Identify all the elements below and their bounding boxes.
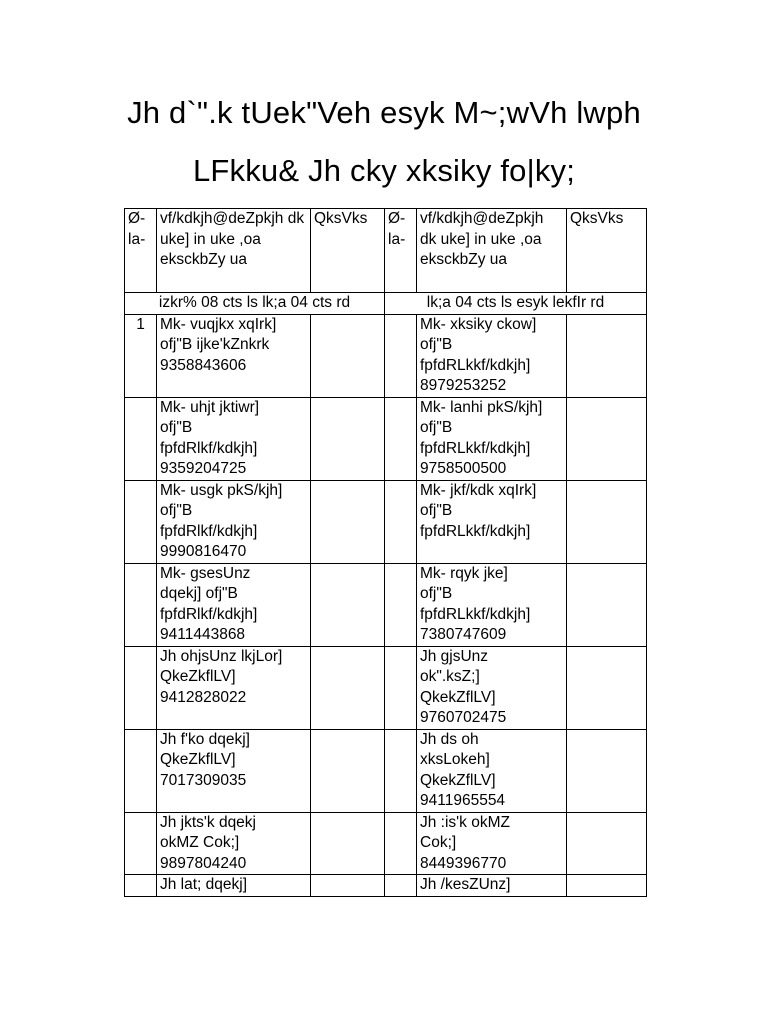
photo-cell-left bbox=[311, 314, 385, 397]
officer-name-left bbox=[157, 875, 311, 897]
officer-line: ofj"B bbox=[420, 502, 453, 519]
officer-line: Mk- usgk pkS/kjh] bbox=[160, 481, 283, 499]
officer-line: okMZ Cok;] bbox=[160, 834, 240, 851]
table-row bbox=[125, 397, 647, 480]
serial-number-right bbox=[385, 397, 417, 480]
officer-line: ofj"B bbox=[160, 419, 193, 436]
officer-line: QkekZflLV] bbox=[420, 771, 496, 789]
officer-line: 7017309035 bbox=[160, 771, 247, 789]
officer-line: fpfdRlkf/kdkjh] bbox=[160, 522, 258, 540]
document-subtitle: LFkku& Jh cky xksiky fo|ky; bbox=[192, 153, 576, 188]
table-row bbox=[125, 729, 647, 812]
photo-cell-right bbox=[567, 875, 647, 897]
officer-line: ofj"B bbox=[420, 336, 453, 353]
officer-line: 7380747609 bbox=[420, 626, 507, 643]
table-row bbox=[125, 812, 647, 875]
photo-cell-right bbox=[567, 812, 647, 875]
officer-line: fpfdRlkf/kdkjh] bbox=[160, 605, 258, 623]
header-name-left: vf/kdkjh@deZpkjh dk uke] in uke ,oa eksckbZy ua bbox=[157, 209, 311, 293]
table-row bbox=[125, 875, 647, 897]
serial-number-right bbox=[385, 812, 417, 875]
duty-roster-table bbox=[124, 208, 647, 897]
serial-number bbox=[125, 480, 157, 563]
officer-name-left bbox=[157, 729, 311, 812]
officer-line: 9990816470 bbox=[160, 543, 247, 560]
officer-name-left bbox=[157, 480, 311, 563]
officer-line: dqekj] ofj"B bbox=[160, 585, 238, 602]
officer-line: fpfdRLkkf/kdkjh] bbox=[420, 439, 531, 457]
officer-line: Mk- lanhi pkS/kjh] bbox=[420, 398, 543, 416]
officer-line: Jh ohjsUnz lkjLor] bbox=[160, 647, 283, 665]
officer-line: Jh ds oh bbox=[420, 730, 479, 748]
header-serial-right: Ø- la- bbox=[385, 209, 417, 293]
header-photo-right: QksVks bbox=[567, 209, 647, 293]
serial-number-right bbox=[385, 646, 417, 729]
serial-number bbox=[125, 812, 157, 875]
officer-line: ok".ksZ;] bbox=[420, 668, 480, 685]
serial-number-right bbox=[385, 563, 417, 646]
officer-name-right bbox=[417, 480, 567, 563]
photo-cell-left bbox=[311, 875, 385, 897]
officer-line: Jh /kesZUnz] bbox=[420, 876, 511, 893]
officer-line: 8449396770 bbox=[420, 854, 507, 872]
officer-line: Jh :is'k okMZ bbox=[420, 813, 510, 831]
officer-name-left bbox=[157, 397, 311, 480]
shift-row bbox=[125, 293, 647, 315]
photo-cell-left bbox=[311, 646, 385, 729]
officer-name-right bbox=[417, 812, 567, 875]
serial-number bbox=[125, 875, 157, 897]
officer-line: Mk- xksiky ckow] bbox=[420, 315, 537, 333]
officer-name-right bbox=[417, 646, 567, 729]
table-row bbox=[125, 646, 647, 729]
officer-line: ofj"B ijke'kZnkrk bbox=[160, 336, 270, 353]
officer-line: QkeZkflLV] bbox=[160, 668, 236, 685]
table-row bbox=[125, 314, 647, 397]
officer-line: Mk- gsesUnz bbox=[160, 564, 251, 582]
officer-line: QkeZkflLV] bbox=[160, 751, 236, 768]
photo-cell-right bbox=[567, 480, 647, 563]
photo-cell-right bbox=[567, 729, 647, 812]
serial-number-right bbox=[385, 480, 417, 563]
officer-line: Jh lat; dqekj] bbox=[160, 876, 248, 893]
officer-name-left bbox=[157, 314, 311, 397]
photo-cell-right bbox=[567, 563, 647, 646]
table-row bbox=[125, 563, 647, 646]
serial-number bbox=[125, 729, 157, 812]
photo-cell-left bbox=[311, 397, 385, 480]
serial-number bbox=[125, 397, 157, 480]
serial-number-right bbox=[385, 875, 417, 897]
officer-line: 9412828022 bbox=[160, 688, 247, 706]
officer-name-right bbox=[417, 563, 567, 646]
officer-line: Mk- uhjt jktiwr] bbox=[160, 398, 260, 416]
serial-number bbox=[125, 563, 157, 646]
officer-name-right bbox=[417, 314, 567, 397]
photo-cell-right bbox=[567, 314, 647, 397]
officer-line: Mk- rqyk jke] bbox=[420, 564, 508, 582]
table-row bbox=[125, 480, 647, 563]
serial-number-right bbox=[385, 729, 417, 812]
photo-cell-left bbox=[311, 729, 385, 812]
shift-evening: lk;a 04 cts ls esyk lekfIr rd bbox=[385, 293, 647, 315]
officer-line: 9359204725 bbox=[160, 460, 247, 477]
officer-line: 9760702475 bbox=[420, 709, 507, 726]
officer-line: 9758500500 bbox=[420, 460, 507, 477]
officer-line: 9897804240 bbox=[160, 854, 247, 872]
photo-cell-left bbox=[311, 563, 385, 646]
officer-line: Jh gjsUnz bbox=[420, 647, 489, 665]
shift-morning: izkr% 08 cts ls lk;a 04 cts rd bbox=[125, 293, 385, 315]
officer-line: ofj"B bbox=[420, 585, 453, 602]
officer-name-right bbox=[417, 875, 567, 897]
serial-number bbox=[125, 646, 157, 729]
officer-line: fpfdRLkkf/kdkjh] bbox=[420, 605, 531, 623]
header-name-right: vf/kdkjh@deZpkjh dk uke] in uke ,oa eksckbZy ua bbox=[417, 209, 567, 293]
officer-name-left bbox=[157, 563, 311, 646]
officer-line: 9411965554 bbox=[420, 792, 506, 809]
photo-cell-left bbox=[311, 812, 385, 875]
officer-line: fpfdRlkf/kdkjh] bbox=[160, 439, 258, 457]
officer-line: Jh jkts'k dqekj bbox=[160, 813, 256, 831]
header-photo-left: QksVks bbox=[311, 209, 385, 293]
officer-line: QkekZflLV] bbox=[420, 688, 496, 706]
photo-cell-left bbox=[311, 480, 385, 563]
header-serial-left: Ø- la- bbox=[125, 209, 157, 293]
document-title: Jh d`".k tUek"Veh esyk M~;wVh lwph bbox=[127, 95, 641, 130]
officer-name-left bbox=[157, 812, 311, 875]
officer-line: Mk- vuqjkx xqIrk] bbox=[160, 315, 277, 333]
officer-name-left bbox=[157, 646, 311, 729]
serial-number: 1 bbox=[125, 314, 157, 397]
officer-name-right bbox=[417, 729, 567, 812]
serial-number-right bbox=[385, 314, 417, 397]
officer-line: Mk- jkf/kdk xqIrk] bbox=[420, 481, 537, 499]
officer-line: Jh f'ko dqekj] bbox=[160, 730, 250, 748]
officer-line: xksLokeh] bbox=[420, 751, 490, 768]
officer-line: Cok;] bbox=[420, 834, 457, 851]
officer-line: 9411443868 bbox=[160, 626, 246, 643]
officer-line: ofj"B bbox=[420, 419, 453, 436]
officer-line: fpfdRLkkf/kdkjh] bbox=[420, 522, 531, 540]
officer-line: 8979253252 bbox=[420, 377, 507, 394]
photo-cell-right bbox=[567, 397, 647, 480]
officer-name-right bbox=[417, 397, 567, 480]
header-row bbox=[125, 209, 647, 293]
photo-cell-right bbox=[567, 646, 647, 729]
officer-line: ofj"B bbox=[160, 502, 193, 519]
officer-line: 9358843606 bbox=[160, 356, 247, 374]
officer-line: fpfdRLkkf/kdkjh] bbox=[420, 356, 531, 374]
